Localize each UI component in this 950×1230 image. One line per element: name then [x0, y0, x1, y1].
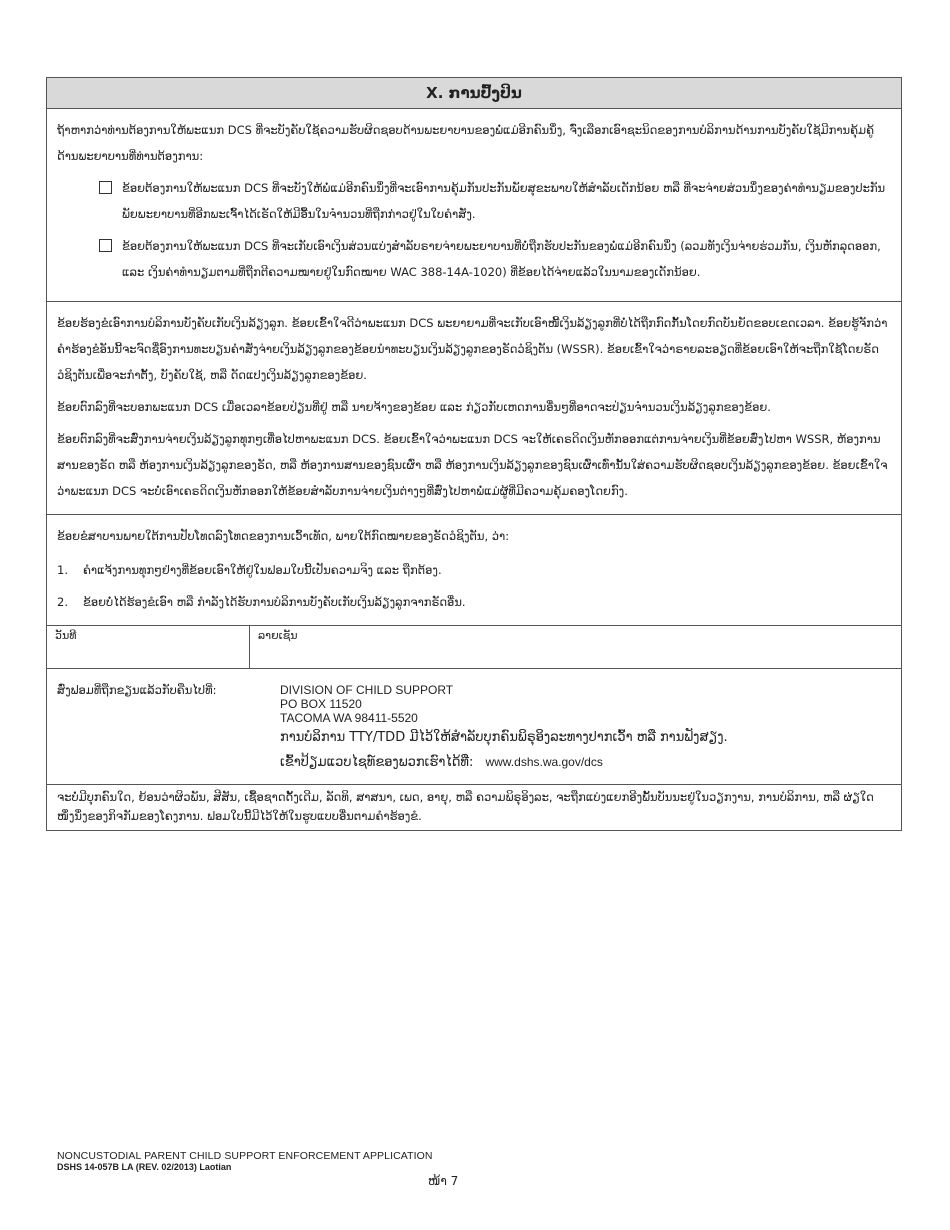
nondiscrimination-notice: ຈະບໍ່ມີບຸກຄົນໃດ, ຍ້ອນວ່າຜິວພັນ, ສີສັນ, ເຊື້ອຊາດດັ້ງເດີມ, ລັດທິ, ສາສນາ, ເພດ, ອາຍຸ, ຫລື ຄວາມພິຣຸອິງລະ, ຈະຖືກແບ່ງແຍກອີງພັ້ນບັນນະຢູ່ໃນວຽກງານ, ການບໍລິການ, ຫລື ຜ່ຽໃດໜຶ່ງນຶ່ງຂອງກິຈກັມຂອງໂຄງການ. ຟອມໃບນີ້ມີໄວ້ໃຫ້ໃນຮູບແບບອື່ນຕາມຄຳຮ້ອງຂໍ.: [57, 790, 874, 823]
mailing-section: [47, 669, 901, 785]
declaration-section: [47, 515, 901, 626]
form-code: DSHS 14-057B LA (REV. 02/2013) Laotian: [57, 1162, 232, 1172]
medical-intro-text: ຖ້າຫາກວ່າທ່ານຕ້ອງການໃຫ້ພະແນກ DCS ທີ່ຈະບັງຄັບໃຊ້ຄວາມຮັບຜິດຊອບດ້ານພະຍາບານຂອງພໍ່ແມ່ອີກຄົນນຶ່ງ, ຈົ່ງເລືອກເອົາຊະນິດຂອງການບໍລິການດ້ານການບັງຄັບໃຊ້ມີການຄຸ້ມຄູ້ດ້ານພະຍາບານທີ່ທ່ານຕ້ອງການ:: [57, 123, 874, 163]
item-number: 1.: [57, 563, 68, 577]
website-label: ເຂົ້າປ້ຽມແວບໄຊທ໌ຂອງພວກເຮົາໄດ້ທີ່:: [280, 755, 474, 770]
form-footer: [57, 1150, 433, 1172]
declaration-item-2: [57, 589, 891, 615]
agreement-section: [47, 302, 901, 515]
section-header: X. ການປົ້ງປິນ: [47, 78, 901, 109]
agreement-paragraph-1: ຂ້ອຍຮ້ອງຂໍເອົາການບໍລິການບັງຄັບເກັບເງິນລ້ຽງລູກ. ຂ້ອຍເຂົ້າໃຈດີວ່າພະແນກ DCS ພະຍາຍາມທີ່ຈະເກັບເອົາໜີ້ເງິນລ້ຽງລູກທີ່ບໍ່ໄດ້ຖືກກົດກັ້ນໂດຍກົດບັນຍັດຂອບເຂດເວລາ. ຂ້ອຍຮູ້ຈັກວ່າຄຳຮ້ອງຂໍອັນນີ້ຈະຈົດຊື່ອົງການທະບຽນຄຳສັ່ງຈ່າຍເງິນລ້ຽງລູກຂອງຂ້ອຍນຳທະບຽນເງິນລ້ຽງລູກຂອງຣັດວໍຊິງຕັນ (WSSR). ຂ້ອຍເຂົ້າໃຈວ່າຣາຍລະອຽດທີ່ຂ້ອຍເອົາໃຫ້ຈະຖືກໃຊ້ໂດຍຣັດວໍຊິງຕັນເພື່ອຈະກຳຕັ້ງ, ບັງຄັບໃຊ້, ຫລື ດັດແປງເງິນລ້ຽງລູກຂອງຂ້ອຍ.: [57, 316, 888, 382]
insurance-option-text: ຂ້ອຍຕ້ອງການໃຫ້ພະແນກ DCS ທີ່ຈະບັງໃຫ້ພໍ່ແມ່ອີກຄົນນຶ່ງທີ່ຈະເອົາການຄຸ້ມກັນປະກັນພັຍສຸຂະພາບໃຫ້ສຳລັບເດັກນ້ອຍ ຫລື ທີ່ຈະຈ່າຍສ່ວນນຶ່ງຂອງຄ່າທຳນຽມຂອງປະກັນພັຍພະຍາບານທີ່ອີກພະເຈົ້າໄດ້ເຣັດໃຫ້ມີອື້ນໃນຈຳນວນທີ່ຖືກກ່າວຢູ່ໃນໃບຄຳສັ່ງ.: [122, 181, 886, 221]
tty-info: ການບໍລິການ TTY/TDD ມີໄວ້ໃຫ້ສຳລັບບຸກຄົນພິຣຸອິງລະທາງປາກເວົ້າ ຫລື ການຟັງສຽງ.: [280, 730, 728, 745]
page-number: ໜ້າ 7: [428, 1174, 459, 1188]
website-line: [280, 751, 728, 774]
declaration-intro: ຂ້ອຍຂໍສາບານພາຍໃຕ້ການປັບໂທດລົງໂທດຂອງການເວົ້າເທັດ, ພາຍໃຕ້ກົດໝາຍຂອງຣັດວໍຊິງຕັນ, ວ່າ:: [57, 529, 510, 543]
insurance-checkbox[interactable]: [99, 181, 112, 194]
address-line-2: PO BOX 11520: [280, 697, 362, 711]
website-link[interactable]: www.dshs.wa.gov/dcs: [485, 755, 603, 769]
medical-enforcement-section: [47, 109, 901, 302]
address-line-3: TACOMA WA 98411-5520: [280, 711, 418, 725]
signature-field[interactable]: [250, 626, 901, 668]
medical-expenses-checkbox[interactable]: [99, 239, 112, 252]
option-medical-expenses: [99, 233, 891, 285]
mail-details: [280, 683, 728, 774]
agreement-paragraph-2: ຂ້ອຍຕົກລົງທີ່ຈະບອກພະແນກ DCS ເມື່ອເວລາຂ້ອຍປ່ຽນທີ່ຢູ່ ຫລື ນາຍຈ້າງຂອງຂ້ອຍ ແລະ ກ່ຽວກັບເຫດການອື່ນໆທີ່ອາດຈະປ່ຽນຈຳນວນເງິນລ້ຽງລູກຂອງຂ້ອຍ.: [57, 400, 771, 414]
signature-row: [47, 626, 901, 669]
date-field[interactable]: [47, 626, 250, 668]
signature-label: ລາຍເຊັນ: [258, 629, 298, 642]
date-label: ວັນທີ: [55, 629, 77, 642]
declaration-item-1: [57, 557, 891, 583]
address-line-1: DIVISION OF CHILD SUPPORT: [280, 683, 454, 697]
mail-label: ສົ່ງຟອມທີ່ຖືກຂຽນແລ້ວກັບຄືນໄປທີ່:: [57, 683, 217, 697]
item-number: 2.: [57, 595, 68, 609]
form-title: NONCUSTODIAL PARENT CHILD SUPPORT ENFORCEMENT APPLICATION: [57, 1150, 433, 1162]
declaration-item-text: ຂ້ອຍບໍ່ໄດ້ຮ້ອງຂໍເອົາ ຫລື ກຳລັງໄດ້ຮັບການບໍລິການບັງຄັບເກັບເງິນລ້ຽງລູກຈາກຣັດອື່ນ.: [83, 595, 466, 609]
option-insurance: [99, 175, 891, 227]
application-form: [46, 77, 902, 831]
medical-expenses-option-text: ຂ້ອຍຕ້ອງການໃຫ້ພະແນກ DCS ທີ່ຈະເກັບເອົາເງິນສ່ວນແບ່ງສຳລັບຣາຍຈ່າຍພະຍາບານທີ່ບໍ່ຖືກຮັບປະກັນຂອງພໍ່ແມ່ອີກຄົນນຶ່ງ (ລວມທັງເງິນຈ່າຍຮ່ວມກັນ, ເງິນຫັກລຸດອອກ, ແລະ ເງິນຄ່າທຳນຽມຕາມທີ່ຖືກຕີຄວາມໝາຍຢູ່ໃນກົດໝາຍ WAC 388-14A-1020) ທີ່ຂ້ອຍໄດ້ຈ່າຍແລ້ວໃນນາມຂອງເດັກນ້ອຍ.: [122, 239, 881, 279]
agreement-paragraph-3: ຂ້ອຍຕົກລົງທີ່ຈະສົ່ງການຈ່າຍເງິນລ້ຽງລູກທຸກໆເທື່ອໄປຫາພະແນກ DCS. ຂ້ອຍເຂົ້າໃຈວ່າພະແນກ DCS ຈະໃຫ້ເຄຣດິດເງິນຫັກອອກແຕ່ການຈ່າຍເງິນທີ່ຂ້ອຍສົ່ງໄປຫາ WSSR, ຫ້ອງການສານຂອງຣັດ ຫລື ຫ້ອງການເງິນລ້ຽງລູກຂອງຣັດ, ຫລື ຫ້ອງການສານຂອງຊົນເຜົ່າ ຫລື ຫ້ອງການເງິນລ້ຽງລູກຂອງຊົນເຜົ່າເທົ່ານັ້ນໃສ່ຄວາມຮັບຜິດຊອບເງິນລ້ຽງລູກຂອງຂ້ອຍ. ຂ້ອຍເຂົ້າໃຈວ່າພະແນກ DCS ຈະບໍ່ເອົາເຄຣດິດເງິນຫັກອອກໃຫ້ຂ້ອຍສຳລັບການຈ່າຍເງິນຕ່າງໆທີ່ສົ່ງໄປຫາພໍ່ແມ່ຜູ້ທີ່ມີຄວາມຄຸ້ມຄອງໂດຍກົງ.: [57, 432, 888, 498]
declaration-item-text: ຄຳແຈ້ງການທຸກໆຢ່າງທີ່ຂ້ອຍເອົາໃຫ້ຢູ່ໃນຟອມໃບນີ້ເປັນຄວາມຈິງ ແລະ ຖືກຕ້ອງ.: [83, 563, 442, 577]
